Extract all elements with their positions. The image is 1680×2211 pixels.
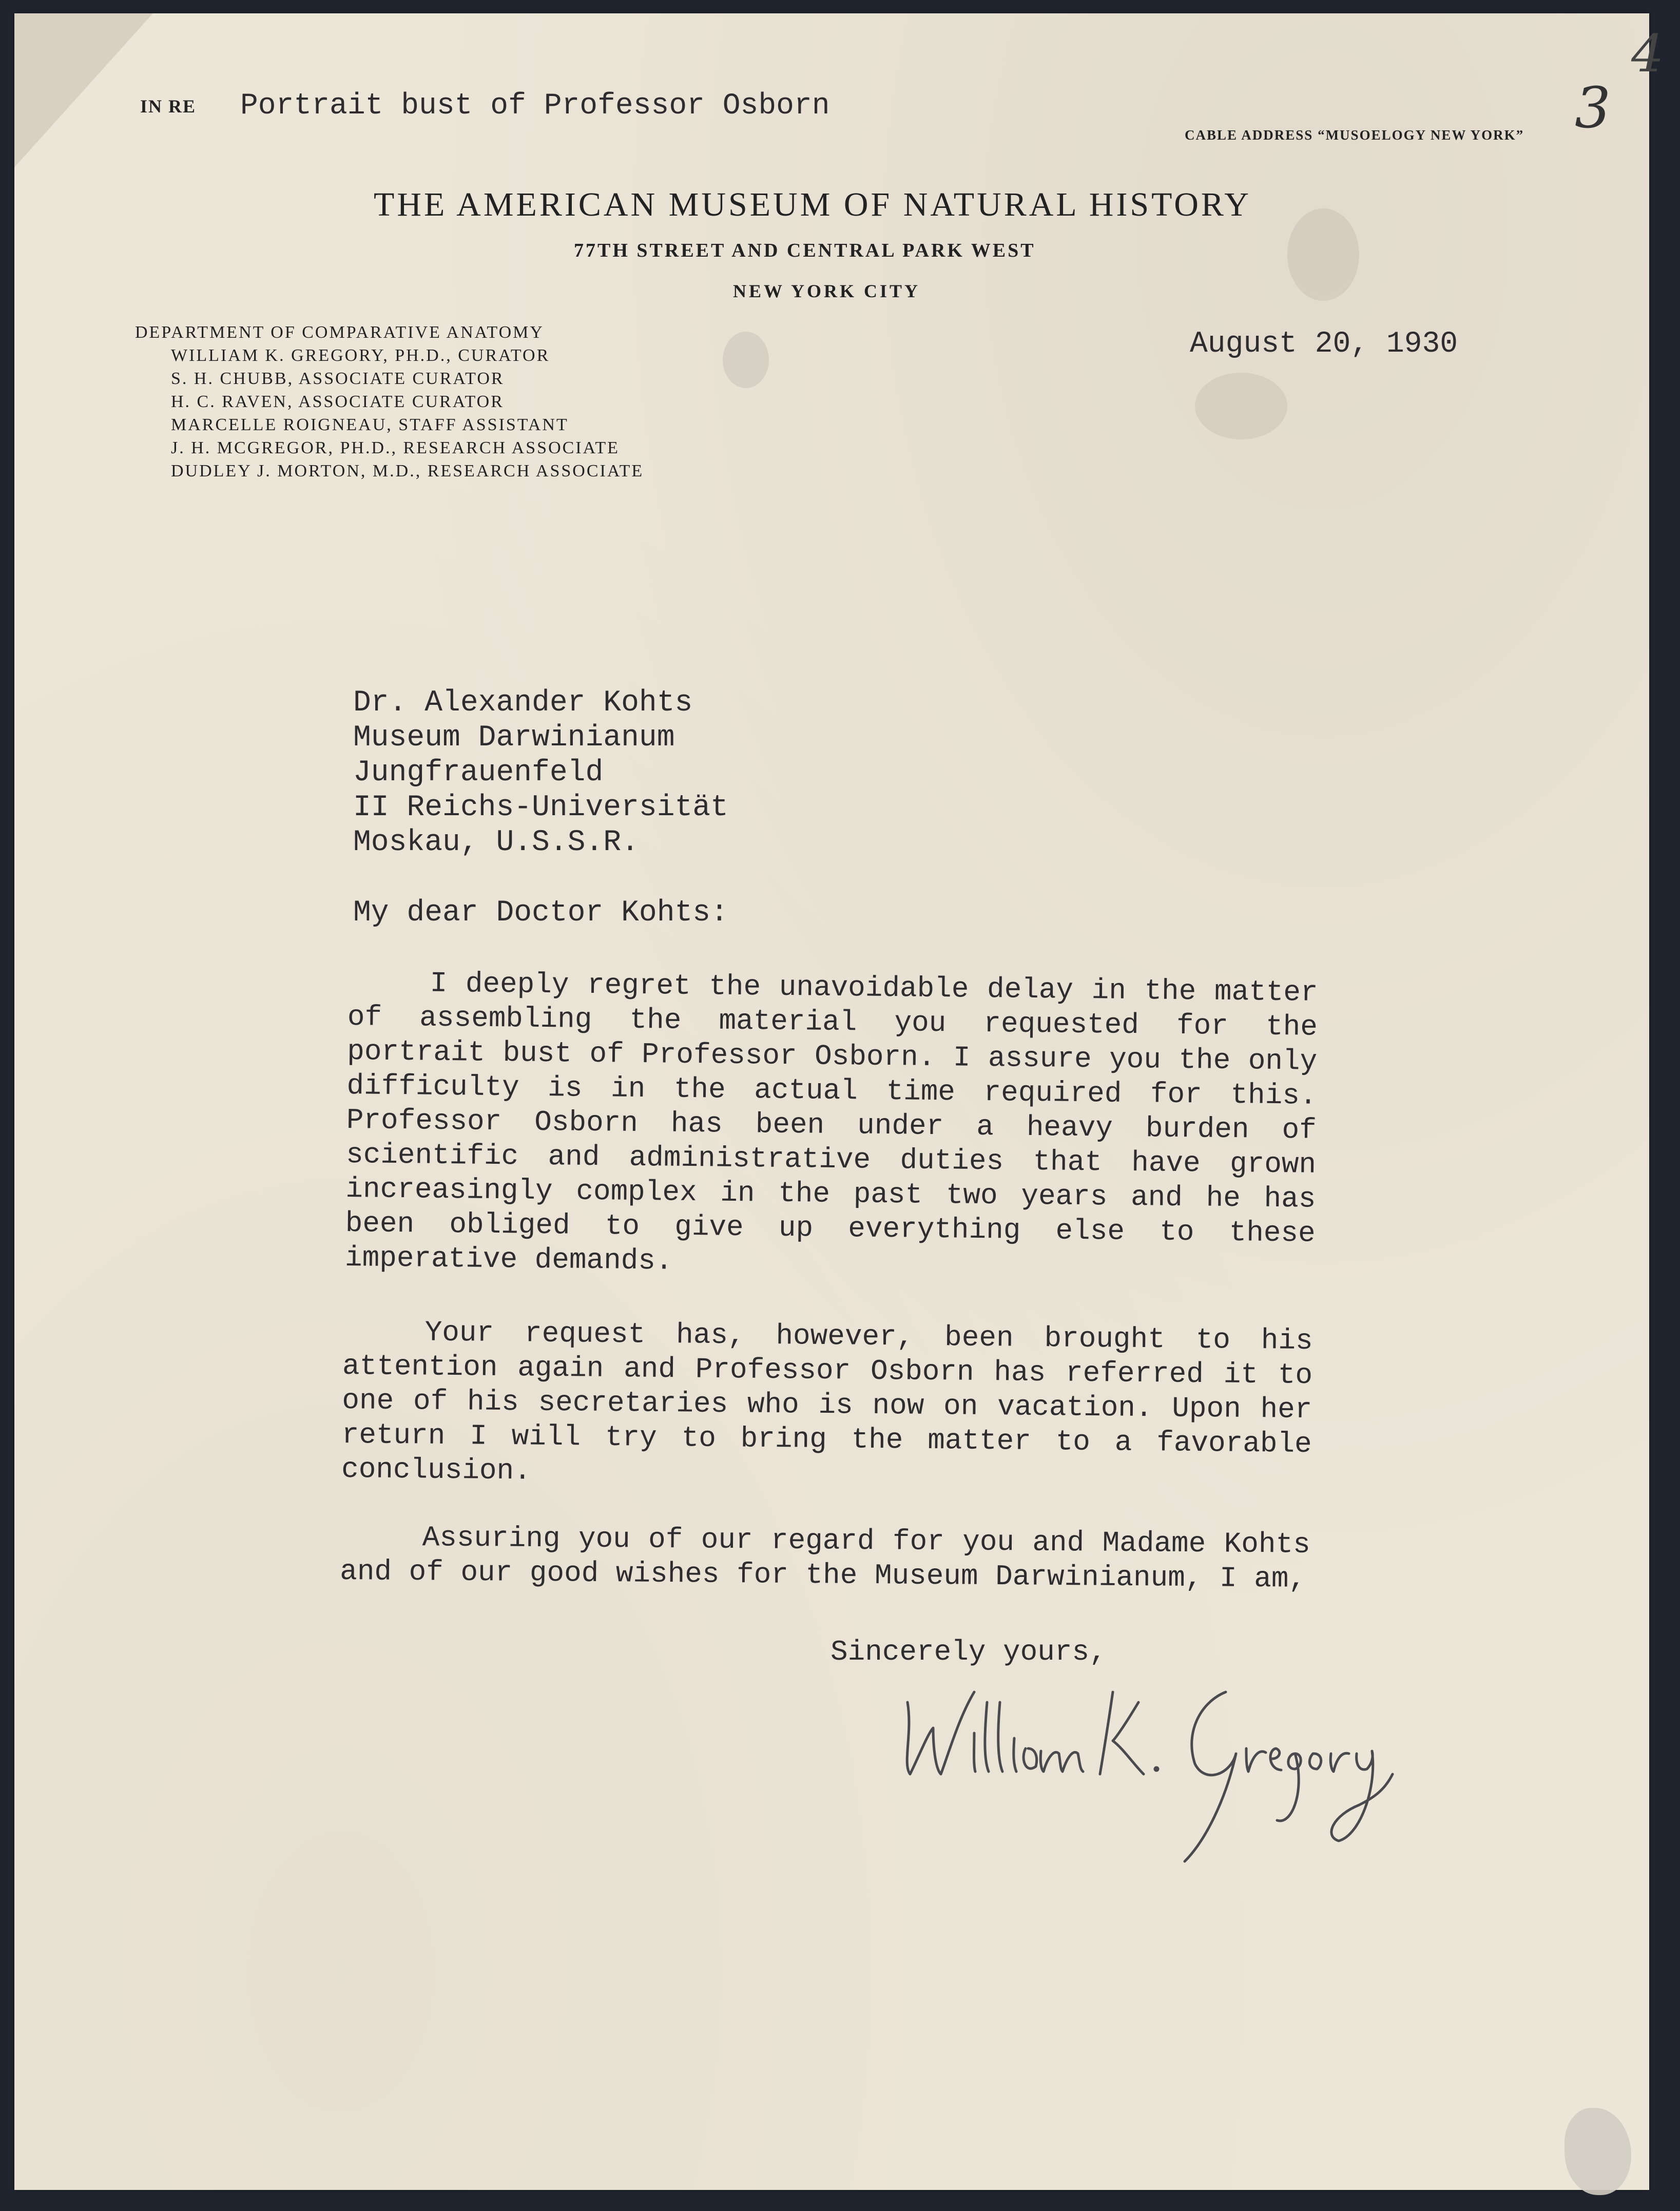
recipient-line: Dr. Alexander Kohts <box>353 686 693 720</box>
recipient-address <box>353 686 728 860</box>
paper-smudge <box>723 332 769 388</box>
archive-mark: 3 <box>1575 75 1611 141</box>
letter-sheet <box>14 13 1664 2190</box>
salutation: My dear Doctor Kohts: <box>353 896 728 930</box>
closing: Sincerely yours, <box>831 1636 1107 1668</box>
museum-street: 77TH STREET AND CENTRAL PARK WEST <box>574 240 1036 261</box>
recipient-line: Museum Darwinianum <box>353 721 675 755</box>
handwritten-signature <box>897 1671 1400 1867</box>
staff-line: MARCELLE ROIGNEAU, STAFF ASSISTANT <box>171 415 569 434</box>
staff-line: J. H. MCGREGOR, PH.D., RESEARCH ASSOCIATE <box>171 438 620 457</box>
staff-line: WILLIAM K. GREGORY, PH.D., CURATOR <box>171 346 550 365</box>
department-name: DEPARTMENT OF COMPARATIVE ANATOMY <box>135 323 544 342</box>
staff-line: H. C. RAVEN, ASSOCIATE CURATOR <box>171 392 504 411</box>
recipient-line: II Reichs-Universität <box>353 791 728 824</box>
in-re-subject: Portrait bust of Professor Osborn <box>240 89 830 123</box>
staff-line: S. H. CHUBB, ASSOCIATE CURATOR <box>171 369 505 388</box>
archive-mark: 4 <box>1631 24 1664 84</box>
paper-stain <box>1565 2108 1631 2195</box>
letter-date: August 20, 1930 <box>1190 328 1458 361</box>
museum-city: NEW YORK CITY <box>733 281 921 301</box>
body-paragraph: Assuring you of our regard for you and Madame Kohts and of our good wishes for the Museum Darwinianum, I am, <box>339 1521 1310 1595</box>
paper-smudge <box>1195 373 1287 439</box>
in-re-label: IN RE <box>140 96 197 117</box>
museum-name: THE AMERICAN MUSEUM OF NATURAL HISTORY <box>374 186 1251 223</box>
cable-address: CABLE ADDRESS “MUSOELOGY NEW YORK” <box>1185 127 1524 143</box>
staff-line: DUDLEY J. MORTON, M.D., RESEARCH ASSOCIATE <box>171 462 644 480</box>
recipient-line: Jungfrauenfeld <box>353 756 604 790</box>
folded-corner <box>14 13 153 167</box>
paper-smudge <box>1287 208 1359 301</box>
recipient-line: Moskau, U.S.S.R. <box>353 826 639 859</box>
department-block <box>135 321 644 483</box>
body-paragraph: Your request has, however, been brought to his attention again and Professor Osborn has referred it to one of his secretaries who is now on vacation. Upon her return I will try to bring the matter to a favorable conclusion. <box>341 1316 1313 1488</box>
body-paragraph: I deeply regret the unavoidable delay in the matter of assembling the material you requested for the portrait bust of Professor Osborn. I assure you the only difficulty is in the actual time required for this. Professor Osborn has been under a heavy burden of scientific and administrative duties that have grown increasingly complex in the past two years and he has been obliged to give up everything else to these imperative demands. <box>344 967 1318 1278</box>
